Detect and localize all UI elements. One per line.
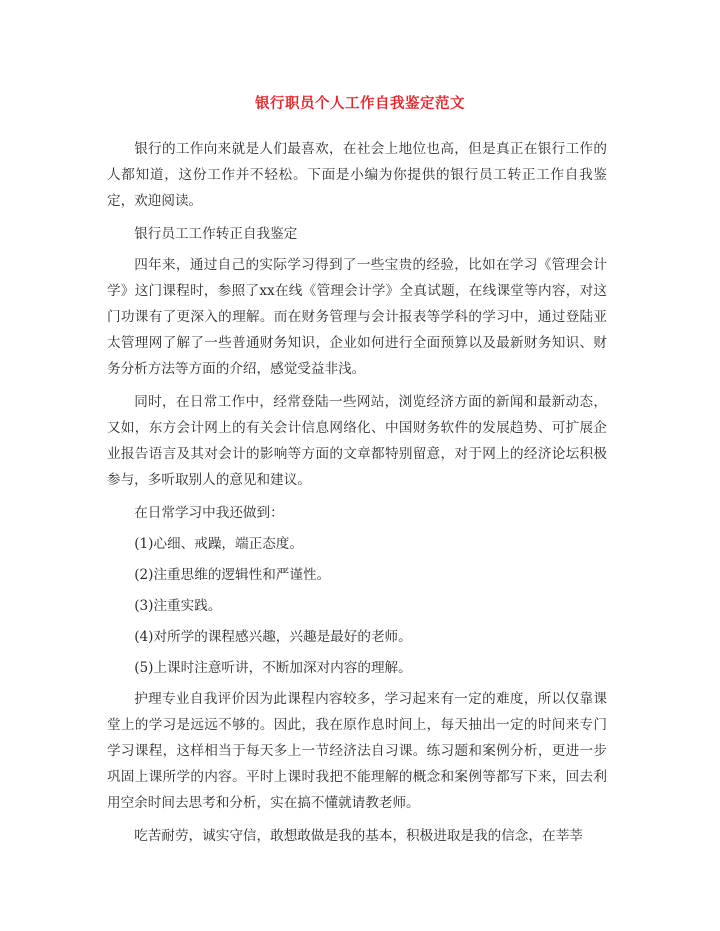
- paragraph-daily-work: 同时，在日常工作中，经常登陆一些网站，浏览经济方面的新闻和最新动态，又如，东方会计网上的有关会计信息网络化、中国财务软件的发展趋势、可扩展企业报告语言及其对会计的影响等方面的文章都特别留意，对于网上的经济论坛积极参与，多听取别人的意见和建议。: [107, 394, 607, 488]
- list-item: (1)心细、戒躁，端正态度。: [134, 536, 303, 552]
- list-item: (2)注重思维的逻辑性和严谨性。: [134, 567, 331, 583]
- paragraph-study-experience: 四年来，通过自己的实际学习得到了一些宝贵的经验，比如在学习《管理会计学》这门课程时，参照了xx在线《管理会计学》全真试题，在线课堂等内容，对这门功课有了更深入的理解。而在财务管理与会计报表等学科的学习中，通过登陆亚太管理网了解了一些普通财务知识，企业如何进行全面预算以及最新财务知识、财务分析方法等方面的介绍，感觉受益非浅。: [107, 257, 607, 377]
- document-body: [107, 136, 607, 856]
- paragraph-intro: 银行的工作向来就是人们最喜欢，在社会上地位也高，但是真正在银行工作的人都知道，这份工作并不轻松。下面是小编为你提供的银行员工转正工作自我鉴定，欢迎阅读。: [107, 141, 607, 209]
- list-item: (3)注重实践。: [134, 598, 222, 614]
- paragraph-study-method: 护理专业自我评价因为此课程内容较多，学习起来有一定的难度，所以仅靠课堂上的学习是远远不够的。因此，我在原作息时间上，每天抽出一定的时间来专门学习课程，这样相当于每天多上一节经济法自习课。练习题和案例分析，更进一步巩固上课所学的内容。平时上课时我把不能理解的概念和案例等都写下来，回去利用空余时间去思考和分析，实在搞不懂就请教老师。: [107, 691, 607, 811]
- list-item: (4)对所学的课程感兴趣，兴趣是最好的老师。: [134, 629, 412, 645]
- paragraph-personal-traits: 吃苦耐劳，诚实守信，敢想敢做是我的基本，积极进取是我的信念，在莘莘: [134, 828, 583, 844]
- list-intro: 在日常学习中我还做到：: [134, 505, 284, 521]
- section-heading: 银行员工工作转正自我鉴定: [134, 226, 298, 242]
- list-item: (5)上课时注意听讲，不断加深对内容的理解。: [134, 660, 412, 676]
- document-title: 银行职员个人工作自我鉴定范文: [255, 95, 465, 112]
